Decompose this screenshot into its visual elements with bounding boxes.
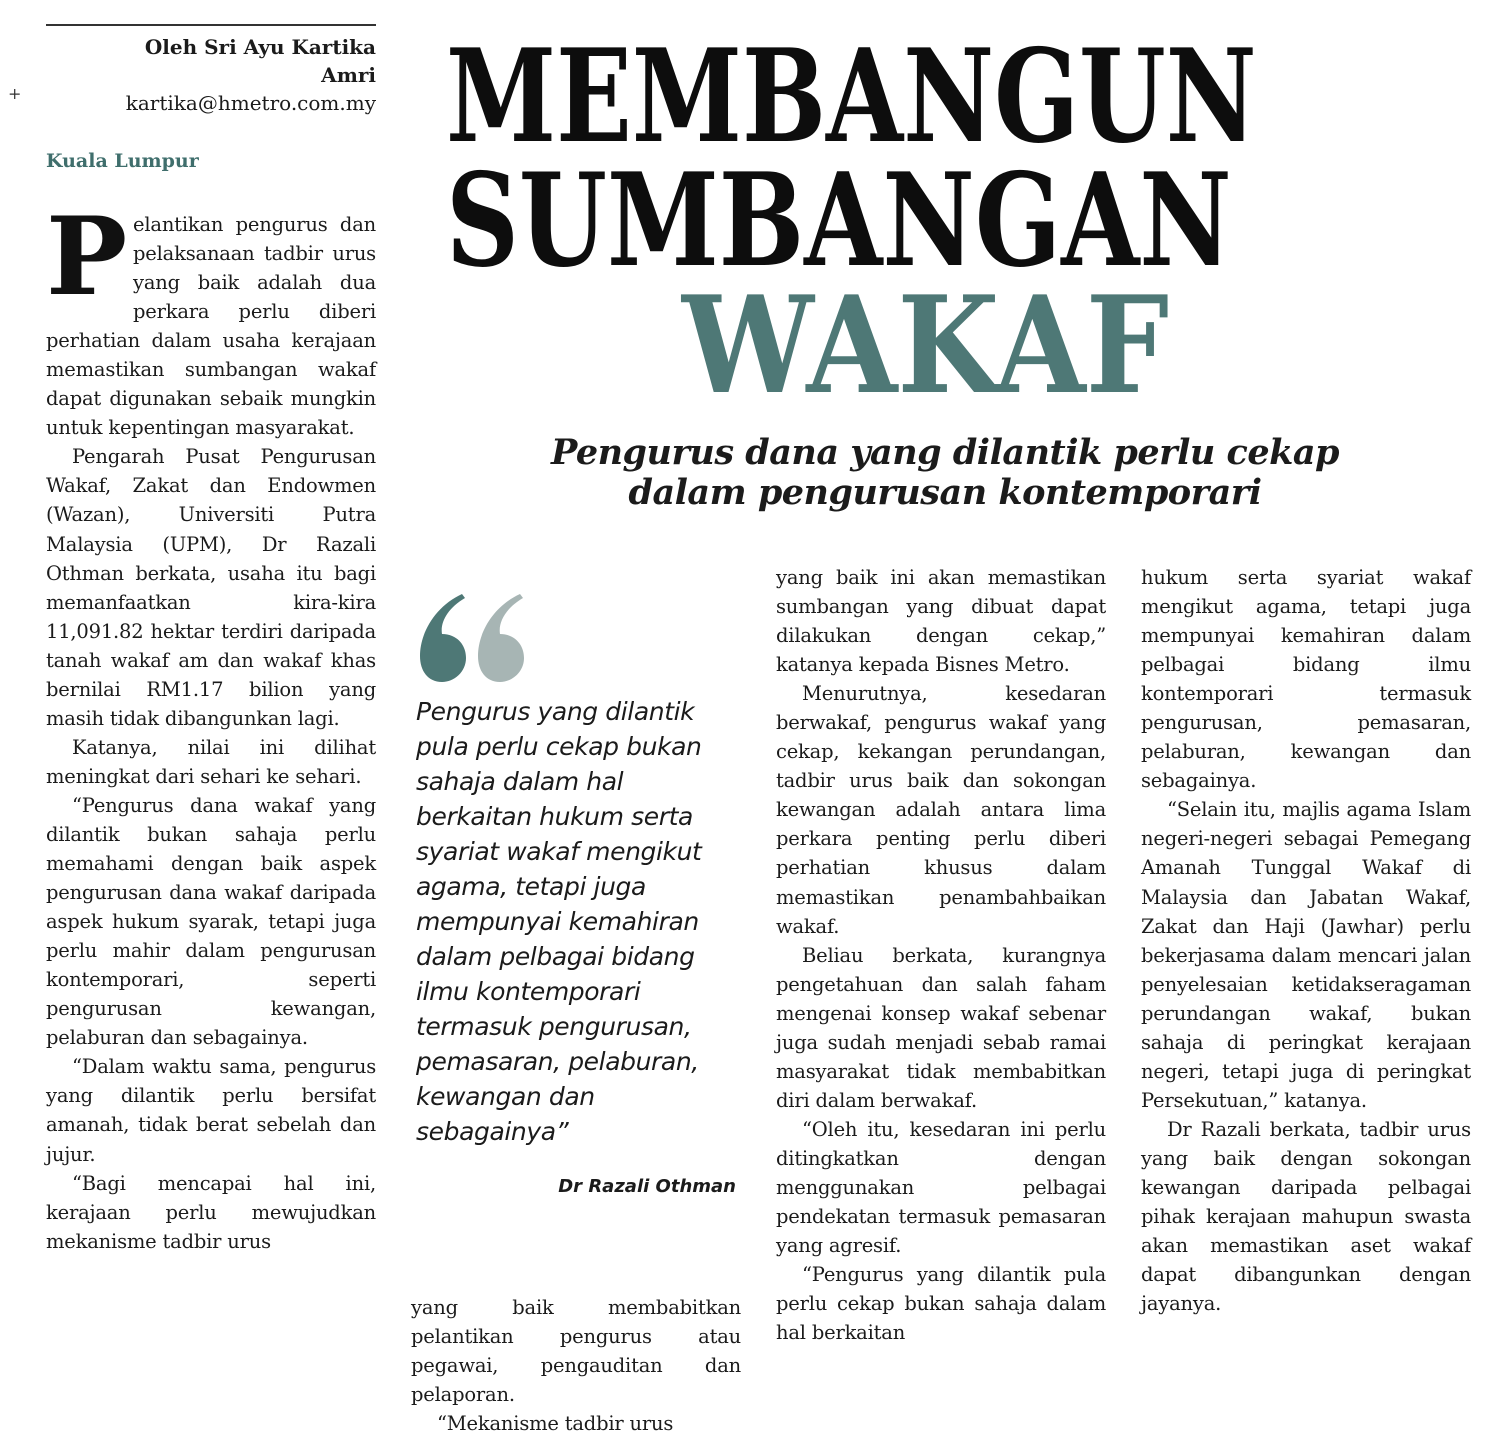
article-paragraph: “Mekanisme tadbir urus — [437, 1412, 674, 1436]
byline-author-line1: Oleh Sri Ayu Kartika — [144, 35, 376, 59]
article-paragraph: hukum serta syariat wakaf mengikut agama, tetapi juga mempunyai kemahiran dalam pelbagai bidang ilmu kontemporari termasuk pengurusan, pemasaran, pelaburan, kewangan dan sebagainya. — [1141, 566, 1471, 793]
lead-text: elantikan pengurus dan pelaksanaan tadbir urus yang baik adalah dua perkara perlu diberi perhatian dalam usaha kerajaan memastikan sumbangan wakaf dapat digunakan sebaik mungkin untuk kepentingan masyarakat. — [46, 213, 376, 440]
headline-deck — [420, 433, 1470, 513]
article-paragraph — [46, 194, 376, 442]
headline-line2: SUMBANGAN — [446, 146, 1232, 296]
article-paragraph: Beliau berkata, kurangnya pengetahuan dan salah faham mengenai konsep wakaf sebenar juga sudah menjadi sebab ramai masyarakat tidak membabitkan diri dalam berwakaf. — [776, 943, 1106, 1112]
byline — [46, 33, 376, 117]
article-column-2 — [411, 1293, 741, 1438]
article-paragraph: “Pengurus dana wakaf yang dilantik bukan sahaja perlu memahami dengan baik aspek pengurusan dana wakaf daripada aspek hukum syarak, tetapi juga perlu mahir dalam pengurusan kontemporari, seperti pengurusan kewangan, pelaburan dan sebagainya. — [46, 793, 376, 1050]
article-paragraph: Menurutnya, kesedaran berwakaf, pengurus wakaf yang cekap, kekangan perundangan, tadbir urus baik dan sokongan kewangan adalah antara lima perkara penting perlu diberi perhatian khusus dalam memastikan penambahbaikan wakaf. — [776, 682, 1106, 938]
article-paragraph: Katanya, nilai ini dilihat meningkat dari sehari ke sehari. — [46, 735, 376, 788]
article-paragraph: “Dalam waktu sama, pengurus yang dilantik perlu bersifat amanah, tidak berat sebelah dan jujur. — [46, 1055, 376, 1166]
byline-email: kartika@hmetro.com.my — [125, 91, 376, 115]
pull-quote: Pengurus yang dilantik pula perlu cekap bukan sahaja dalam hal berkaitan hukum serta syariat wakaf mengikut agama, tetapi juga mempunyai kemahiran dalam pelbagai bidang ilmu kontemporari termasuk pengurusan, pemasaran, pelaburan, kewangan dan sebagainya” — [416, 697, 702, 1146]
double-quote-icon — [412, 586, 527, 686]
article-paragraph: “Pengurus yang dilantik pula perlu cekap bukan sahaja dalam hal berkaitan — [776, 1263, 1106, 1345]
article-paragraph: “Bagi mencapai hal ini, kerajaan perlu mewujudkan mekanisme tadbir urus — [46, 1171, 376, 1253]
article-paragraph: Dr Razali berkata, tadbir urus yang baik dengan sokongan kewangan daripada pelbagai pihak kerajaan mahupun swasta akan memastikan aset wakaf dapat dibangunkan dengan jayanya. — [1141, 1117, 1471, 1316]
dateline: Kuala Lumpur — [46, 150, 199, 172]
article-column-4 — [1141, 563, 1471, 1318]
article-column-3 — [776, 563, 1106, 1347]
article-paragraph: “Oleh itu, kesedaran ini perlu ditingkatkan dengan menggunakan pelbagai pendekatan termasuk pemasaran yang agresif. — [776, 1117, 1106, 1258]
article-paragraph: “Selain itu, majlis agama Islam negeri-negeri sebagai Pemegang Amanah Tunggal Wakaf di Malaysia dan Jabatan Wakaf, Zakat dan Haji (Jawhar) perlu bekerjasama dalam mencari jalan penyelesaian ketidakseragaman perundangan wakaf, bukan sahaja di peringkat kerajaan negeri, tetapi juga di peringkat Persekutuan,” katanya. — [1141, 798, 1471, 1112]
deck-line1: Pengurus dana yang dilantik perlu cekap — [550, 432, 1340, 473]
article-paragraph: yang baik membabitkan pelantikan pengurus atau pegawai, pengauditan dan pelaporan. — [411, 1296, 741, 1407]
deck-line2: dalam pengurusan kontemporari — [628, 472, 1262, 513]
headline-line1: MEMBANGUN — [446, 22, 1257, 172]
byline-rule — [46, 24, 376, 26]
article-paragraph: Pengarah Pusat Pengurusan Wakaf, Zakat dan Endowmen (Wazan), Universiti Putra Malaysia (UPM), Dr Razali Othman berkata, usaha itu bagi memanfaatkan kira-kira 11,091.82 hektar terdiri daripada tanah wakaf am dan wakaf khas bernilai RM1.17 bilion yang masih tidak dibangunkan lagi. — [46, 445, 376, 730]
byline-author-line2: Amri — [321, 63, 376, 87]
article-paragraph: yang baik ini akan memastikan sumbangan yang dibuat dapat dilakukan dengan cekap,” katanya kepada Bisnes Metro. — [776, 566, 1106, 677]
article-column-1 — [46, 194, 376, 1256]
pull-quote-attribution: Dr Razali Othman — [558, 1176, 736, 1197]
drop-cap: P — [46, 194, 128, 320]
headline-line3: WAKAF — [682, 266, 1170, 424]
registration-mark-icon: + — [8, 84, 22, 103]
